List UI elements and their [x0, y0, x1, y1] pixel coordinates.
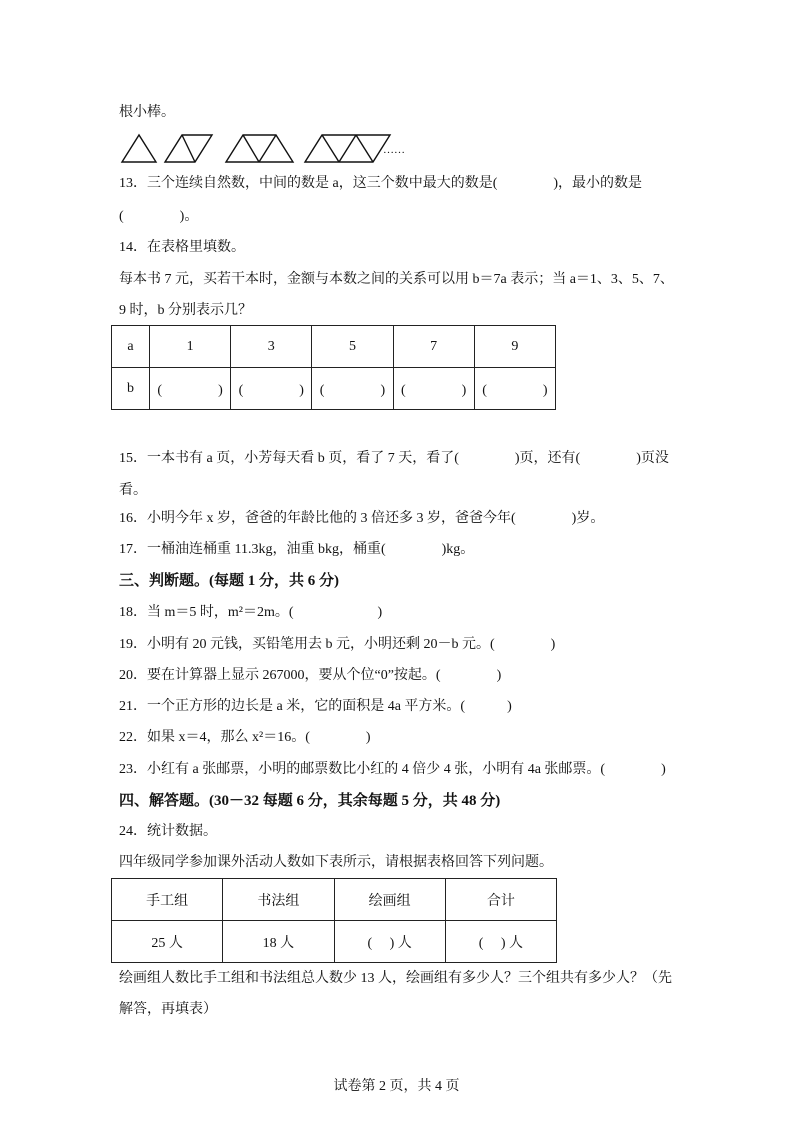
question-20: 20．要在计算器上显示 267000，要从个位“0”按起。( )	[119, 668, 502, 683]
figure-1-triangle	[122, 135, 156, 162]
table-cell: 5	[312, 326, 393, 368]
table-cell: ( )	[312, 368, 393, 410]
page-footer: 试卷第 2 页，共 4 页	[333, 1079, 460, 1094]
question-24-text: 四年级同学参加课外活动人数如下表所示，请根据表格回答下列问题。	[119, 855, 553, 870]
question-24-prompt: 绘画组人数比手工组和书法组总人数少 13 人，绘画组有多少人？三个组共有多少人？（先	[119, 971, 672, 986]
table-header-cell: 合计	[445, 879, 556, 921]
table-cell: 3	[231, 326, 312, 368]
table-row	[112, 326, 556, 368]
table-cell: a	[112, 326, 150, 368]
table-cell: b	[112, 368, 150, 410]
question-14-text-cont: 9 时，b 分别表示几？	[119, 303, 252, 318]
table-cell: 7	[393, 326, 474, 368]
question-15: 15．一本书有 a 页，小芳每天看 b 页，看了 7 天，看了( )页，还有( )页没	[119, 451, 669, 466]
question-24-prompt-cont: 解答，再填表）	[119, 1002, 217, 1017]
triangle-pattern-figure	[0, 0, 793, 200]
question-16: 16．小明今年 x 岁，爸爸的年龄比他的 3 倍还多 3 岁，爸爸今年( )岁。	[119, 511, 605, 526]
question-15-cont: 看。	[119, 483, 147, 498]
question-19: 19．小明有 20 元钱，买铅笔用去 b 元，小明还剩 20－b 元。( )	[119, 637, 556, 652]
table-header-cell: 手工组	[112, 879, 223, 921]
question-14-text: 每本书 7 元，买若干本时，金额与本数之间的关系可以用 b＝7a 表示；当 a＝1、3、5、7、	[119, 272, 674, 287]
question-13: 13．三个连续自然数，中间的数是 a，这三个数中最大的数是( )，最小的数是	[119, 176, 643, 191]
table-cell: ( )	[393, 368, 474, 410]
ab-table	[111, 325, 556, 410]
table-row	[112, 368, 556, 410]
question-17: 17．一桶油连桶重 11.3kg，油重 bkg，桶重( )kg。	[119, 542, 475, 557]
table-header-cell: 书法组	[223, 879, 334, 921]
question-24: 24．统计数据。	[119, 824, 217, 839]
text-line: 根小棒。	[119, 105, 175, 120]
question-23: 23．小红有 a 张邮票，小明的邮票数比小红的 4 倍少 4 张，小明有 4a 张邮票。( )	[119, 762, 666, 777]
activity-table	[111, 878, 557, 963]
table-cell: 1	[150, 326, 231, 368]
table-cell: 18 人	[223, 921, 334, 963]
table-row	[112, 921, 557, 963]
question-22: 22．如果 x＝4，那么 x²＝16。( )	[119, 730, 371, 745]
table-header-row	[112, 879, 557, 921]
table-cell: ( )	[150, 368, 231, 410]
question-21: 21．一个正方形的边长是 a 米，它的面积是 4a 平方米。( )	[119, 699, 512, 714]
ellipsis: ……	[383, 144, 405, 156]
table-cell: 25 人	[112, 921, 223, 963]
table-cell: ( ) 人	[334, 921, 445, 963]
question-18: 18．当 m＝5 时，m²＝2m。( )	[119, 605, 383, 620]
section-3-heading: 三、判断题。(每题 1 分，共 6 分)	[119, 573, 339, 589]
table-header-cell: 绘画组	[334, 879, 445, 921]
question-14: 14．在表格里填数。	[119, 240, 245, 255]
figure-3-triangles	[226, 135, 293, 162]
question-13-cont: ( )。	[119, 209, 199, 224]
table-cell: ( )	[231, 368, 312, 410]
table-cell: 9	[474, 326, 555, 368]
table-cell: ( ) 人	[445, 921, 556, 963]
section-4-heading: 四、解答题。(30－32 每题 6 分，其余每题 5 分，共 48 分)	[119, 793, 501, 809]
table-cell: ( )	[474, 368, 555, 410]
